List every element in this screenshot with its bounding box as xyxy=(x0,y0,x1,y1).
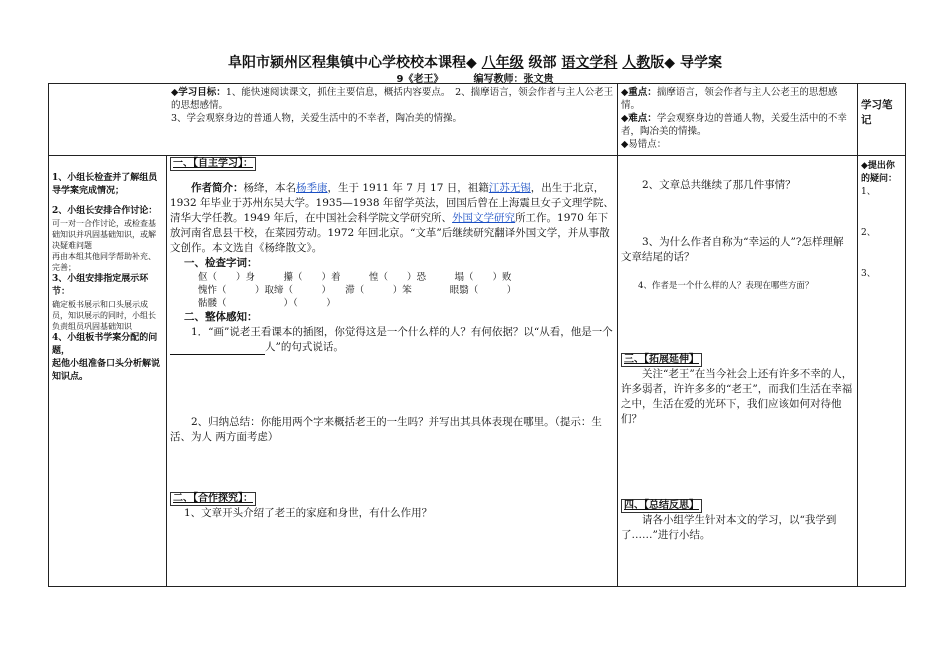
goals-text-2: 3、学会观察身边的普通人物，关爱生活中的不幸者，陶冶美的情操。 xyxy=(171,113,463,124)
guide-item-4-title: 4、小组板书学案分配的问题， xyxy=(52,333,158,356)
overall-title: 二、整体感知： xyxy=(184,311,258,323)
section-reflection: 四、【总结反思】 xyxy=(621,499,702,513)
author-bio xyxy=(170,181,614,256)
self-study-cell xyxy=(167,156,618,587)
note-1: 1、 xyxy=(861,187,876,197)
link-jiangsu-wuxi[interactable]: 江苏无锡 xyxy=(488,182,531,194)
section-extension: 三、【拓展延伸】 xyxy=(621,353,702,367)
goals-text-1: 1、能快速阅读课文，抓住主要信息，概括内容要点。 2、揣摩语言，领会作者与主人公老王的思想感情。 xyxy=(171,87,614,111)
section-self-study: 一、【自主学习】： xyxy=(170,157,256,171)
title-edition: 人教 xyxy=(622,55,651,71)
group-guide-cell xyxy=(49,156,167,587)
page-title xyxy=(0,52,950,72)
title-grade: 八年级 xyxy=(481,55,524,71)
guide-item-2-title: 2、小组长安排合作讨论： xyxy=(52,206,158,216)
extension-text: 关注“老王”在当今社会上还有许多不幸的人，许多弱者，许许多多的“老王”，而我们生活在幸福之中，生活在爱的光环下，我们应该如何对待他们？ xyxy=(621,368,853,425)
guide-item-1: 1、小组长检查并了解组员导学案完成情况； xyxy=(52,173,158,196)
guide-item-3-title: 3、小组安排指定展示环节： xyxy=(52,274,149,297)
bio-text-c: ，出生于北京，1932 年毕业于苏州东吴大学。1935—1938 年留学英法，回国后曾在上海震旦女子文理学院、清华大学任教。1949 年后，在中国社会科学院文学研究所、 xyxy=(170,182,614,224)
note-2: 2、 xyxy=(861,228,876,238)
q1-text-b: 人”的句式说话。 xyxy=(265,341,344,353)
bio-text-b: ，生于 1911 年 7 月 17 日，祖籍 xyxy=(327,182,489,194)
question-r2: 2、文章总共继续了那几件事情？ xyxy=(642,179,796,191)
goals-label: ◆学习目标： xyxy=(171,87,226,98)
easy-label: ◆易错点： xyxy=(621,139,667,150)
title-doc-type: 导学案 xyxy=(679,55,722,71)
guide-item-2-text: 可一对一合作讨论，或检查基础知识并巩固基础知识，或解决疑难问题 xyxy=(52,219,156,250)
lesson-name: 9《老王》 xyxy=(396,74,444,85)
link-yang-jikang[interactable]: 杨季康 xyxy=(296,182,328,194)
reflection-text: 请各小组学生针对本文的学习，以“我学到了……”进行小结。 xyxy=(621,514,837,541)
title-subject: 语文学科 xyxy=(561,55,618,71)
questions-cell xyxy=(618,156,858,587)
notes-header-cell xyxy=(858,84,906,156)
notes-header: 学习笔记 xyxy=(861,99,893,126)
question-2: 2、归纳总结：你能用两个字来概括老王的一生吗？并写出其具体表现在哪里。（提示：生活、为人 两方面考虑） xyxy=(170,416,602,443)
title-school: 阜阳市颍州区程集镇中心学校校本课程◆ xyxy=(228,55,477,71)
words-row-1: 伛（ ）身 攥（ ）着 惶（ ）恐 塌（ ）败 xyxy=(198,272,512,283)
notes-question-label: ◆提出你的疑问： xyxy=(861,161,898,184)
notes-cell xyxy=(858,156,906,587)
answer-blank[interactable] xyxy=(170,343,265,355)
guide-item-3-text: 确定板书展示和口头展示成员，知识展示的同时，小组长负责组员巩固基础知识 xyxy=(52,300,156,331)
check-words-title: 一、检查字词： xyxy=(184,257,258,269)
words-row-3: 骷髅（ ）（ ） xyxy=(198,298,336,309)
bio-text-a: 杨绛，本名 xyxy=(243,182,296,194)
note-3: 3、 xyxy=(861,269,876,279)
q1-text-a: 1．“画”说老王看课本的插图，你觉得这是一个什么样的人？有何依据？以“从看，他是一个 xyxy=(191,326,613,338)
question-r3: 3、为什么作者自称为“幸运的人”?怎样理解文章结尾的话？ xyxy=(621,236,844,263)
title-edition-suffix: 版◆ xyxy=(650,55,676,71)
link-foreign-lit[interactable]: 外国文学研究 xyxy=(452,212,516,224)
guide-item-4-text: 起他小组准备口头分析解说知识点。 xyxy=(52,359,161,382)
guide-item-2-text-b: 再由本组其他同学帮助补充、完善； xyxy=(52,252,156,272)
question-r4: 4、作者是一个什么样的人？表现在哪些方面？ xyxy=(638,281,814,291)
hard-label: ◆难点： xyxy=(621,113,657,124)
bio-text-d: 所工作。1970 年下放河南省息县干校，在菜园劳动。1972 年回北京。“文革”后继续研究翻译外国文学，并从事散文创作。本文选自《杨绛散文》。 xyxy=(170,212,610,254)
goals-row xyxy=(49,84,906,156)
body-row xyxy=(49,156,906,587)
worksheet-table xyxy=(48,83,906,587)
words-row-2: 愧怍（ ）取缔（ ） 滞（ ）笨 眼翳（ ） xyxy=(198,285,517,296)
section-cooperation: 二、【合作探究】： xyxy=(170,492,256,506)
key-points-cell xyxy=(618,84,858,156)
bio-label: 作者简介： xyxy=(191,182,244,194)
cooperation-question-1: 1、文章开头介绍了老王的家庭和身世，有什么作用？ xyxy=(184,507,433,519)
lesson-author: 编写教师：张文贵 xyxy=(473,74,554,85)
key-text: 揣摩语言，领会作者与主人公老王的思想感情。 xyxy=(621,87,838,111)
goals-cell xyxy=(49,84,618,156)
title-grade-unit: 级部 xyxy=(528,55,557,71)
question-1 xyxy=(170,325,614,355)
hard-text: 学会观察身边的普通人物，关爱生活中的不幸者，陶冶美的情操。 xyxy=(621,113,847,137)
key-label: ◆重点： xyxy=(621,87,657,98)
